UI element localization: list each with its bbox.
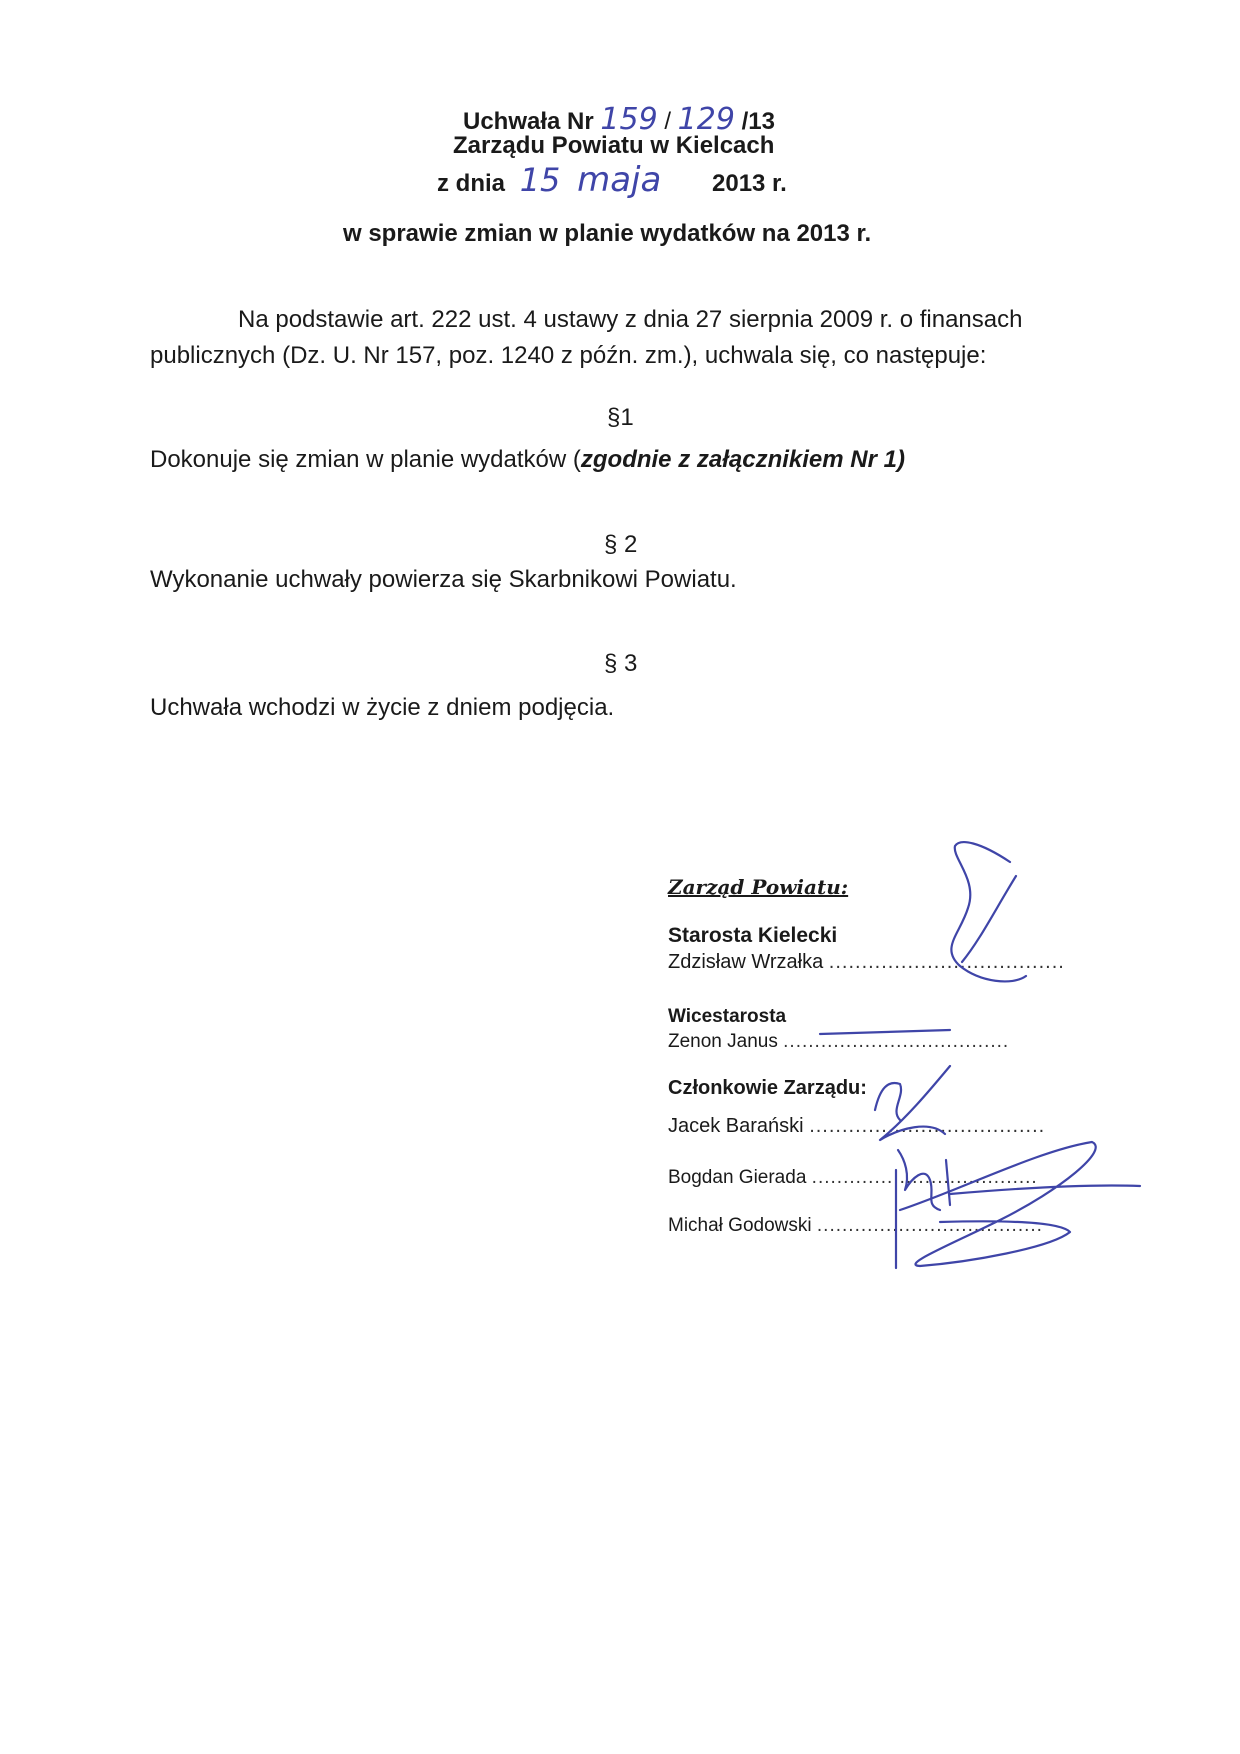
section-3-mark: § 3 xyxy=(604,650,638,677)
member-3-signature-stroke xyxy=(896,1142,1140,1268)
resolution-subject: w sprawie zmian w planie wydatków na 2013 r. xyxy=(343,220,872,247)
handwritten-number-2: 129 xyxy=(677,102,735,137)
title-prefix: Uchwała Nr xyxy=(463,108,594,135)
section-3-text: Uchwała wchodzi w życie z dniem podjęcia. xyxy=(150,694,615,721)
number-separator: / xyxy=(664,108,671,135)
member-3-signature-line xyxy=(668,1215,1043,1237)
section-1-mark: §1 xyxy=(607,404,634,431)
section-1-plain: Dokonuje się zmian w planie wydatków ( xyxy=(150,446,581,473)
handwritten-month: maja xyxy=(577,160,662,200)
vice-signature-line xyxy=(668,1031,1009,1053)
member-3-dots: .................................... xyxy=(816,1215,1043,1236)
vice-title: Wicestarosta xyxy=(668,1006,787,1027)
handwritten-day: 15 xyxy=(519,161,561,199)
member-2-signature-line xyxy=(668,1167,1038,1189)
date-prefix: z dnia xyxy=(437,170,506,197)
vice-dots: .................................... xyxy=(783,1031,1010,1052)
starosta-title: Starosta Kielecki xyxy=(668,924,838,947)
section-1-text xyxy=(150,446,905,474)
member-1-signature-line xyxy=(668,1115,1045,1138)
members-label: Członkowie Zarządu: xyxy=(668,1077,867,1099)
handwritten-number-1: 159 xyxy=(600,102,658,137)
member-2-dots: .................................... xyxy=(811,1167,1038,1188)
preamble-line-2: publicznych (Dz. U. Nr 157, poz. 1240 z późn. zm.), uchwala się, co następuje: xyxy=(150,342,987,369)
date-year: 2013 r. xyxy=(712,170,787,197)
year-suffix: /13 xyxy=(741,108,775,135)
preamble-line-1: Na podstawie art. 222 ust. 4 ustawy z dnia 27 sierpnia 2009 r. o finansach xyxy=(238,306,1023,333)
starosta-dots: .................................... xyxy=(828,951,1065,973)
resolution-date-line xyxy=(437,160,787,200)
member-1-dots: .................................... xyxy=(809,1115,1046,1137)
member-2-name: Bogdan Gierada xyxy=(668,1167,807,1188)
section-2-mark: § 2 xyxy=(604,531,638,558)
member-1-name: Jacek Barański xyxy=(668,1115,804,1137)
member-3-name: Michał Godowski xyxy=(668,1215,812,1236)
vice-name: Zenon Janus xyxy=(668,1031,778,1052)
issuing-authority: Zarządu Powiatu w Kielcach xyxy=(453,132,775,159)
starosta-name: Zdzisław Wrzałka xyxy=(668,951,824,973)
starosta-signature-line xyxy=(668,951,1065,974)
section-1-emphasis: zgodnie z załącznikiem Nr 1) xyxy=(580,446,905,473)
board-label: Zarząd Powiatu: xyxy=(668,875,849,899)
section-2-text: Wykonanie uchwały powierza się Skarbnikowi Powiatu. xyxy=(150,566,737,593)
